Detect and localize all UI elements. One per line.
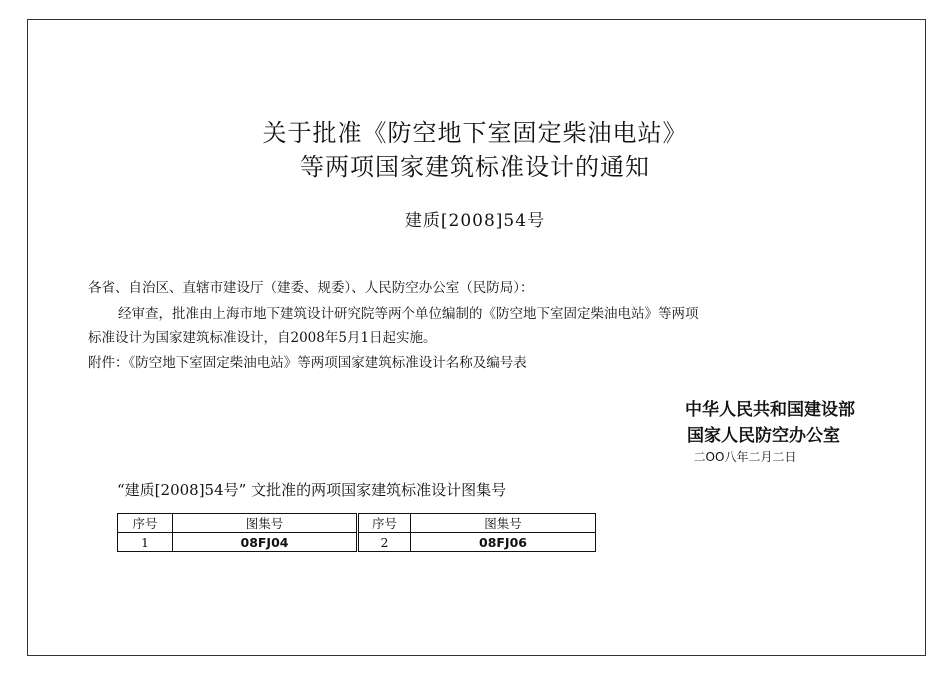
issuer-civil-defense-office: 国家人民防空办公室 bbox=[687, 426, 840, 446]
document-number: 建质[2008]54号 bbox=[404, 211, 546, 231]
catalog-caption: “建质[2008]54号” 文批准的两项国家建筑标准设计图集号 bbox=[117, 481, 507, 499]
catalog-table bbox=[117, 513, 596, 552]
cell-atlas-number: 08FJ04 bbox=[173, 533, 358, 552]
header-atlas-number: 图集号 bbox=[173, 514, 358, 533]
body-paragraph-line-2: 标准设计为国家建筑标准设计，自2008年5月1日起实施。 bbox=[88, 330, 437, 346]
attachment-line: 附件：《防空地下室固定柴油电站》等两项国家建筑标准设计名称及编号表 bbox=[88, 355, 527, 371]
cell-seq: 2 bbox=[358, 533, 411, 552]
issuer-ministry: 中华人民共和国建设部 bbox=[685, 400, 855, 420]
catalog-header-row bbox=[118, 514, 596, 533]
notice-title-line-1: 关于批准《防空地下室固定柴油电站》 bbox=[262, 119, 688, 147]
cell-seq: 1 bbox=[118, 533, 173, 552]
salutation: 各省、自治区、直辖市建设厅（建委、规委）、人民防空办公室（民防局）： bbox=[88, 280, 534, 296]
header-atlas-number: 图集号 bbox=[411, 514, 596, 533]
header-seq: 序号 bbox=[118, 514, 173, 533]
body-paragraph-line-1: 经审查，批准由上海市地下建筑设计研究院等两个单位编制的《防空地下室固定柴油电站》等两项 bbox=[118, 306, 699, 322]
notice-title-line-2: 等两项国家建筑标准设计的通知 bbox=[300, 153, 650, 181]
table-row bbox=[118, 533, 596, 552]
issue-date: 二OO八年二月二日 bbox=[693, 450, 797, 464]
cell-atlas-number: 08FJ06 bbox=[411, 533, 596, 552]
header-seq: 序号 bbox=[358, 514, 411, 533]
